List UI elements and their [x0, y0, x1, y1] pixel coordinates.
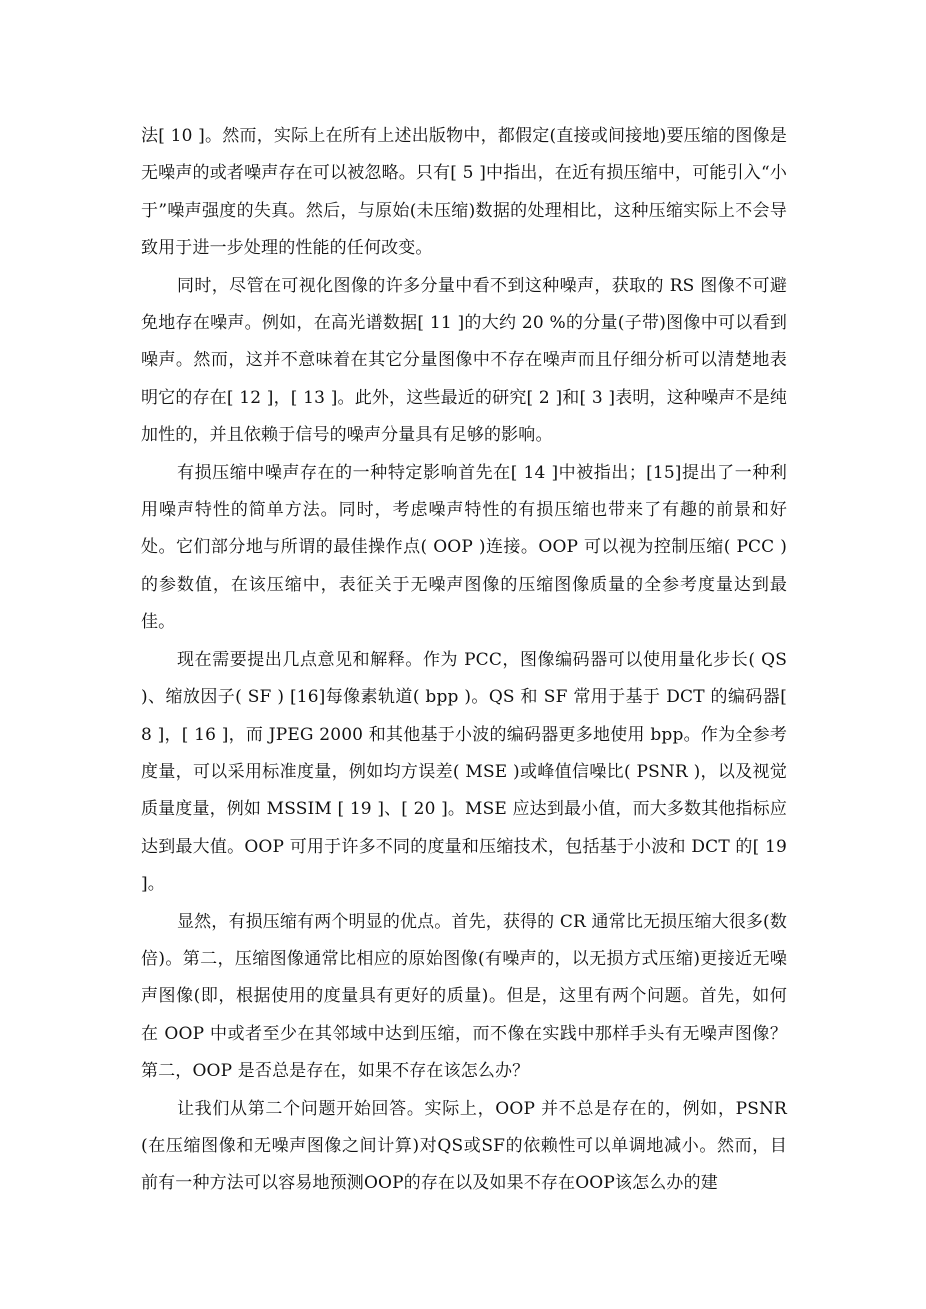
paragraph-5: 显然，有损压缩有两个明显的优点。首先，获得的 CR 通常比无损压缩大很多(数倍)。第二，压缩图像通常比相应的原始图像(有噪声的，以无损方式压缩)更接近无噪声图像(即，根据使用的度量具有更好的质量)。但是，这里有两个问题。首先，如何在 OOP 中或者至少在其邻域中达到压缩，而不像在实践中那样手头有无噪声图像？第二，OOP 是否总是存在，如果不存在该怎么办？ — [141, 911, 787, 1082]
paragraph-4: 现在需要提出几点意见和解释。作为 PCC，图像编码器可以使用量化步长( QS )、缩放因子( SF ) [16]每像素轨道( bpp )。QS 和 SF 常用于基于 DCT 的编码器[ 8 ]，[ 16 ]，而 JPEG 2000 和其他基于小波的编码器更多地使用 bpp。作为全参考度量，可以采用标准度量，例如均方误差( MSE )或峰值信噪比( PSNR )，以及视觉质量度量，例如 MSSIM [ 19 ]、[ 20 ]。MSE 应达到最小值，而大多数其他指标应达到最大值。OOP 可用于许多不同的度量和压缩技术，包括基于小波和 DCT 的[ 19 ]。 — [141, 649, 787, 895]
paragraph-3: 有损压缩中噪声存在的一种特定影响首先在[ 14 ]中被指出；[15]提出了一种利用噪声特性的简单方法。同时，考虑噪声特性的有损压缩也带来了有趣的前景和好处。它们部分地与所谓的最佳操作点( OOP )连接。OOP 可以视为控制压缩( PCC )的参数值，在该压缩中，表征关于无噪声图像的压缩图像质量的全参考度量达到最佳。 — [141, 462, 787, 633]
body-text — [141, 118, 787, 1203]
paragraph-2: 同时，尽管在可视化图像的许多分量中看不到这种噪声，获取的 RS 图像不可避免地存在噪声。例如，在高光谱数据[ 11 ]的大约 20 %的分量(子带)图像中可以看到噪声。然而，这并不意味着在其它分量图像中不存在噪声而且仔细分析可以清楚地表明它的存在[ 12 ]，[ 13 ]。此外，这些最近的研究[ 2 ]和[ 3 ]表明，这种噪声不是纯加性的，并且依赖于信号的噪声分量具有足够的影响。 — [141, 275, 787, 446]
paragraph-1: 法[ 10 ]。然而，实际上在所有上述出版物中，都假定(直接或间接地)要压缩的图像是无噪声的或者噪声存在可以被忽略。只有[ 5 ]中指出，在近有损压缩中，可能引入“小于”噪声强度的失真。然后，与原始(未压缩)数据的处理相比，这种压缩实际上不会导致用于进一步处理的性能的任何改变。 — [141, 126, 787, 259]
paragraph-6: 让我们从第二个问题开始回答。实际上，OOP 并不总是存在的，例如，PSNR (在压缩图像和无噪声图像之间计算)对QS或SF的依赖性可以单调地减小。然而，目前有一种方法可以容易地预测OOP的存在以及如果不存在OOP该怎么办的建 — [141, 1098, 787, 1194]
